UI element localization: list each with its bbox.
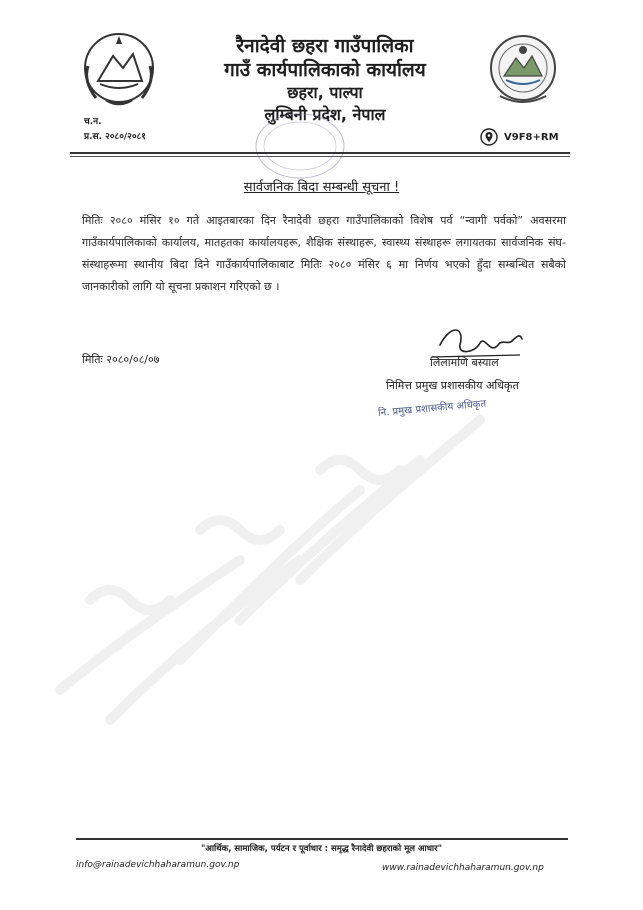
chalani-number: च.न.	[84, 117, 102, 127]
patra-sankhya: प्र.स. २०८०/२०८१	[84, 132, 146, 142]
municipality-name: रैनादेवी छहरा गाउँपालिका	[236, 35, 414, 57]
footer-slogan: "आर्थिक, सामाजिक, पर्यटन र पूर्वाधार : समृद्ध रैनादेवी छहराको मूल आधार"	[200, 844, 443, 854]
office-name: गाउँ कार्यपालिकाको कार्यालय	[224, 59, 426, 81]
municipality-logo-icon	[486, 30, 560, 110]
plus-code	[480, 128, 559, 146]
plus-code-text: V9F8+RM	[504, 131, 559, 143]
signatory-title: निमित्त प्रमुख प्रशासकीय अधिकृत	[386, 379, 519, 392]
nepal-emblem-icon	[78, 26, 160, 112]
reference-block	[84, 115, 146, 145]
footer-email[interactable]: info@rainadevichhaharamun.gov.np	[76, 860, 240, 870]
province-line: लुम्बिनी प्रदेश, नेपाल	[264, 105, 386, 124]
notice-heading	[0, 177, 643, 195]
header-divider	[70, 152, 570, 154]
notice-heading-text: सार्वजनिक बिदा सम्बन्धी सूचना !	[243, 180, 400, 195]
office-stamp	[250, 104, 350, 184]
footer-website[interactable]: www.rainadevichhaharamun.gov.np	[382, 863, 544, 873]
notice-date: मितिः २०८०/०८/०७	[82, 353, 160, 366]
header-divider-thin	[70, 156, 570, 157]
address-line: छहरा, पाल्पा	[287, 83, 363, 102]
footer-divider	[76, 838, 568, 840]
signatory-name: लिलामणि बस्याल	[430, 356, 499, 369]
role-stamp: नि. प्रमुख प्रशासकीय अधिकृत	[377, 398, 487, 419]
location-pin-icon	[480, 128, 498, 146]
notice-body: मितिः २०८० मंसिर १० गते आइतबारका दिन रैनादेवी छहरा गाउँपालिकाको विशेष पर्व “न्वागी पर्वको” अवसरमा गाउँकार्यपालिकाको कार्यालय, मातहतका कार्यालयहरू, शैक्षिक संस्थाहरू, स्वास्थ्य संस्थाहरू लगायतका सार्वजनिक संघ-संस्थाहरूमा स्थानीय बिदा दिने गाउँकार्यपालिकाबाट मितिः २०८० मंसिर ६ मा निर्णय भएको हुँदा सम्बन्धित सबैको जानकारीको लागि यो सूचना प्रकाशन गरिएको छ ।	[82, 214, 566, 293]
